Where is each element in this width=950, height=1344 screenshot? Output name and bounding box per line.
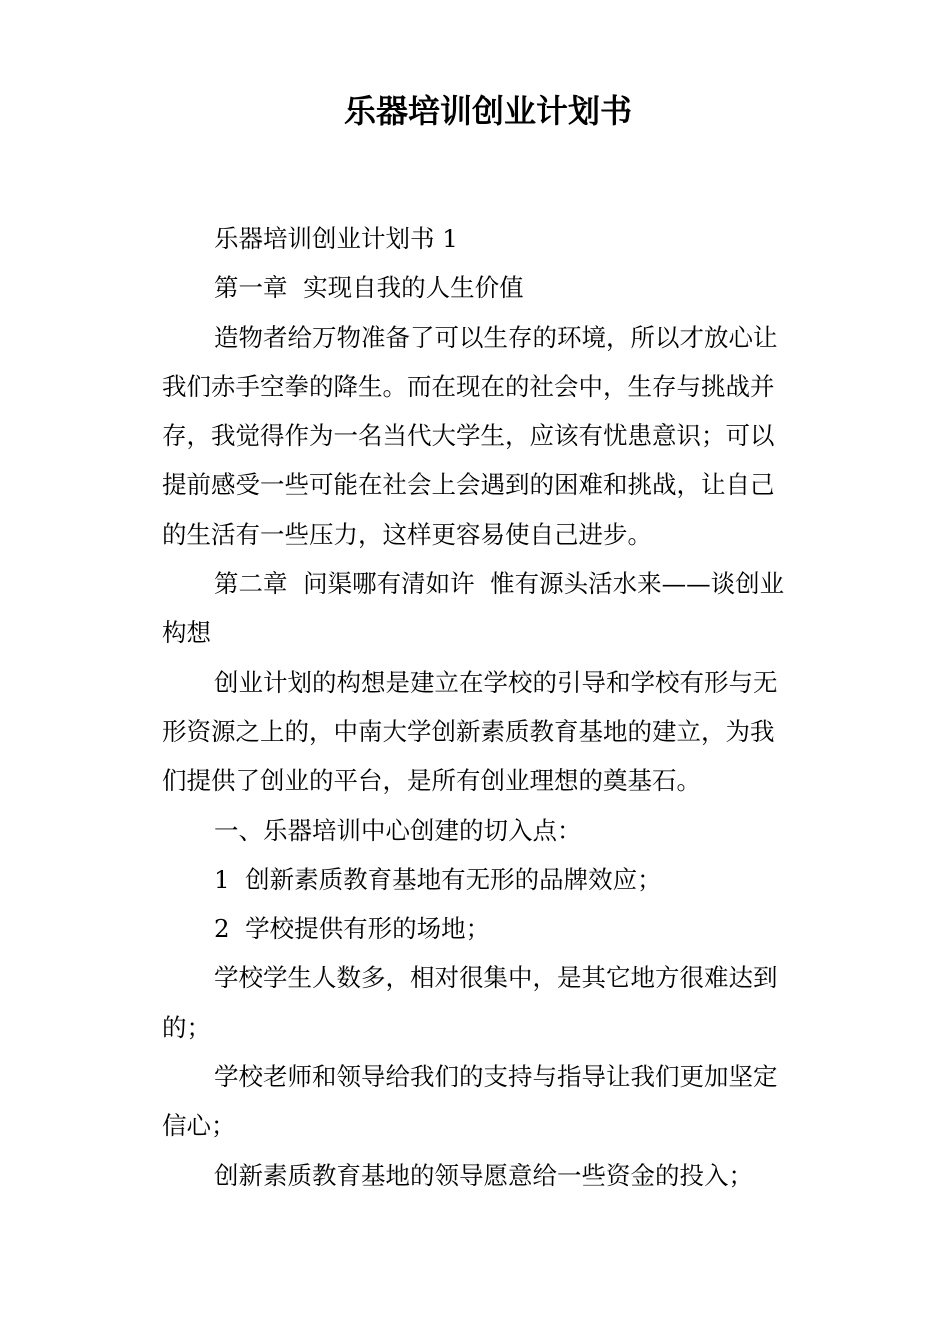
paragraph-chapter-1-body: 造物者给万物准备了可以生存的环境，所以才放心让我们赤手空拳的降生。而在现在的社会中，生存与挑战并存，我觉得作为一名当代大学生，应该有忧患意识；可以提前感受一些可能在社会上会遇到的困难和挑战，让自己的生活有一些压力，这样更容易使自己进步。 — [162, 322, 778, 549]
paragraph-chapter-1-heading: 第一章 实现自我的人生价值 — [214, 273, 524, 303]
document-body — [162, 214, 786, 1200]
paragraph-funding: 创新素质教育基地的领导愿意给一些资金的投入； — [214, 1160, 753, 1190]
paragraph-subtitle: 乐器培训创业计划书 1 — [214, 224, 458, 253]
paragraph-chapter-2-heading: 第二章 问渠哪有清如许 惟有源头活水来——谈创业构想 — [162, 569, 785, 648]
paragraph-list-item-1: 1 创新素质教育基地有无形的品牌效应； — [214, 864, 662, 894]
document-title: 乐器培训创业计划书 — [343, 92, 632, 130]
paragraph-students: 学校学生人数多，相对很集中，是其它地方很难达到的； — [162, 963, 778, 1042]
paragraph-section-1-heading: 一、乐器培训中心创建的切入点： — [214, 815, 582, 845]
paragraph-list-item-2: 2 学校提供有形的场地； — [214, 914, 491, 944]
paragraph-teachers: 学校老师和领导给我们的支持与指导让我们更加坚定信心； — [162, 1062, 778, 1141]
paragraph-chapter-2-body: 创业计划的构想是建立在学校的引导和学校有形与无形资源之上的，中南大学创新素质教育基地的建立，为我们提供了创业的平台，是所有创业理想的奠基石。 — [162, 667, 778, 796]
